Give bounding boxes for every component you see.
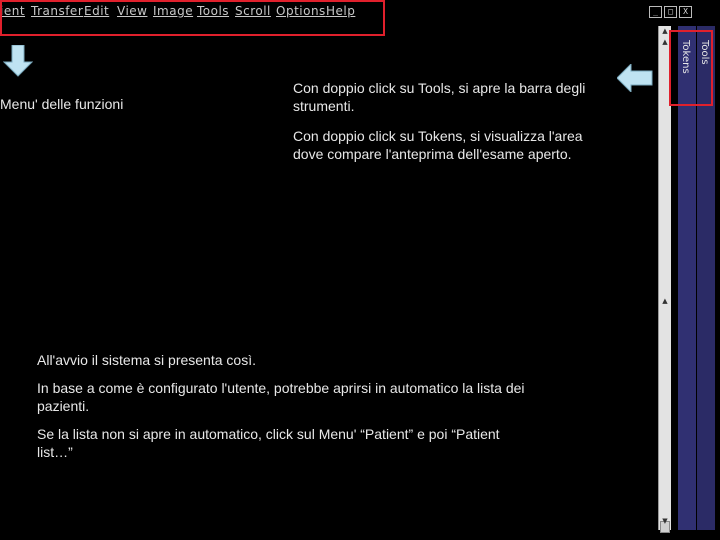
close-button[interactable]: X bbox=[679, 6, 692, 18]
tokens-label[interactable]: Tokens bbox=[680, 40, 691, 74]
tools-label[interactable]: Tools bbox=[699, 40, 710, 65]
config-note: In base a come è configurato l'utente, potrebbe aprirsi in automatico la lista dei pazienti. bbox=[37, 380, 525, 414]
menu-scroll[interactable]: Scroll bbox=[235, 4, 271, 18]
scroll-up-arrow-icon[interactable]: ▲ bbox=[662, 27, 668, 35]
arrow-left-icon bbox=[617, 64, 653, 92]
menu-tools[interactable]: Tools bbox=[197, 4, 230, 18]
dock-highlight-box bbox=[669, 30, 713, 106]
arrow-down-icon bbox=[3, 45, 33, 77]
menu-patient[interactable]: ient bbox=[0, 4, 26, 18]
menu-help[interactable]: Help bbox=[326, 4, 356, 18]
scroll-marker-icon: ▲ bbox=[662, 297, 668, 305]
menu-edit[interactable]: Edit bbox=[84, 4, 110, 18]
window-controls bbox=[649, 6, 692, 18]
scroll-up-arrow-icon-2[interactable]: ▲ bbox=[662, 38, 668, 46]
right-notes bbox=[293, 79, 593, 175]
scroll-down-arrow-icon[interactable]: ▼ bbox=[662, 517, 668, 525]
patient-note: Se la lista non si apre in automatico, click sul Menu' “Patient” e poi “Patient list…” bbox=[37, 426, 500, 460]
bottom-notes bbox=[37, 351, 537, 471]
menu-view[interactable]: View bbox=[117, 4, 148, 18]
startup-note: All'avvio il sistema si presenta così. bbox=[37, 352, 256, 368]
maximize-button[interactable]: □ bbox=[664, 6, 677, 18]
menu-caption: Menu' delle funzioni bbox=[0, 96, 124, 112]
tokens-note: Con doppio click su Tokens, si visualizza l'area dove compare l'anteprima dell'esame aperto. bbox=[293, 128, 583, 162]
menu-highlight-box bbox=[0, 0, 385, 36]
tools-note: Con doppio click su Tools, si apre la barra degli strumenti. bbox=[293, 80, 586, 114]
menu-options[interactable]: Options bbox=[276, 4, 326, 18]
minimize-button[interactable]: _ bbox=[649, 6, 662, 18]
menu-image[interactable]: Image bbox=[153, 4, 194, 18]
menu-transfer[interactable]: Transfer bbox=[31, 4, 84, 18]
